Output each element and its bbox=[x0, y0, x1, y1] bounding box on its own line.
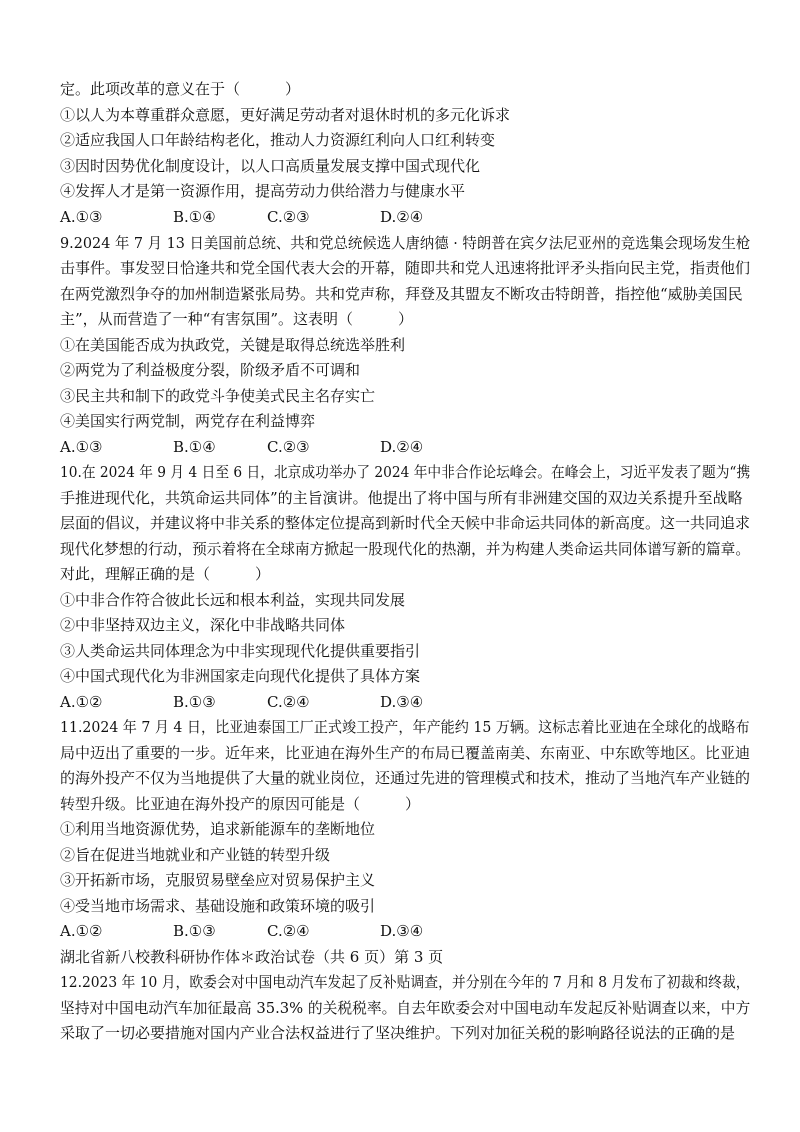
q10-option-c: C.②④ bbox=[267, 693, 310, 711]
q10-option-b: B.①③ bbox=[173, 693, 216, 711]
q8-item-1: ①以人为本尊重群众意愿，更好满足劳动者对退休时机的多元化诉求 bbox=[60, 106, 511, 124]
q9-stem-line-1: 9.2024 年 7 月 13 日美国前总统、共和党总统候选人唐纳德 · 特朗普在宾夕法尼亚州的竞选集会现场发生枪 bbox=[60, 234, 750, 252]
q11-option-c: C.②④ bbox=[267, 922, 310, 940]
q10-stem-line-4: 现代化梦想的行动，预示着将在全球南方掀起一股现代化的热潮，并为构建人类命运共同体谱写新的篇章。 bbox=[60, 540, 750, 558]
q12-stem-line-2: 坚持对中国电动汽车加征最高 35.3% 的关税税率。自去年欧委会对中国电动车发起反补贴调查以来，中方 bbox=[60, 999, 750, 1017]
q9-stem-line-3: 在两党激烈争夺的加州制造紧张局势。共和党声称，拜登及其盟友不断攻击特朗普，指控他“威胁美国民 bbox=[60, 285, 743, 303]
q8-item-2: ②适应我国人口年龄结构老化，推动人力资源红利向人口红利转变 bbox=[60, 131, 496, 149]
q9-option-b: B.①④ bbox=[173, 438, 216, 456]
q8-option-d: D.②④ bbox=[380, 208, 424, 226]
q11-item-3: ③开拓新市场，克服贸易壁垒应对贸易保护主义 bbox=[60, 871, 376, 889]
q8-stem-continued: 定。此项改革的意义在于（ ） bbox=[60, 80, 301, 98]
q9-item-4: ④美国实行两党制，两党存在利益博弈 bbox=[60, 412, 316, 430]
q9-item-3: ③民主共和制下的政党斗争使美式民主名存实亡 bbox=[60, 387, 376, 405]
q9-stem-line-4: 主”，从而营造了一种“有害氛围”。这表明（ ） bbox=[60, 310, 414, 328]
page-footer: 湖北省新八校教科研协作体＊政治试卷（共 6 页）第 3 页 bbox=[60, 948, 444, 966]
q10-option-a: A.①② bbox=[60, 693, 103, 711]
q11-stem-line-3: 的海外投产不仅为当地提供了大量的就业岗位，还通过先进的管理模式和技术，推动了当地汽车产业链的 bbox=[60, 769, 750, 787]
q12-stem-line-3: 采取了一切必要措施对国内产业合法权益进行了坚决维护。下列对加征关税的影响路径说法的正确的是 bbox=[60, 1024, 736, 1042]
q10-item-1: ①中非合作符合彼此长远和根本利益，实现共同发展 bbox=[60, 591, 406, 609]
q11-stem-line-1: 11.2024 年 7 月 4 日，比亚迪泰国工厂正式竣工投产，年产能约 15 万辆。这标志着比亚迪在全球化的战略布 bbox=[60, 718, 750, 736]
q10-stem-line-5: 对此，理解正确的是（ ） bbox=[60, 565, 271, 583]
q10-stem-line-3: 层面的倡议，并建议将中非关系的整体定位提高到新时代全天候中非命运共同体的新高度。这一共同追求 bbox=[60, 514, 750, 532]
q10-item-2: ②中非坚持双边主义，深化中非战略共同体 bbox=[60, 616, 346, 634]
q9-option-d: D.②④ bbox=[380, 438, 424, 456]
q11-option-a: A.①② bbox=[60, 922, 103, 940]
q12-stem-line-1: 12.2023 年 10 月，欧委会对中国电动汽车发起了反补贴调查，并分别在今年的 7 月和 8 月发布了初裁和终裁， bbox=[60, 973, 750, 991]
q9-item-1: ①在美国能否成为执政党，关键是取得总统选举胜利 bbox=[60, 336, 406, 354]
q8-option-a: A.①③ bbox=[60, 208, 103, 226]
q8-option-b: B.①④ bbox=[173, 208, 216, 226]
q10-item-3: ③人类命运共同体理念为中非实现现代化提供重要指引 bbox=[60, 642, 421, 660]
q10-stem-line-2: 手推进现代化，共筑命运共同体”的主旨演讲。他提出了将中国与所有非洲建交国的双边关系提升至战略 bbox=[60, 489, 743, 507]
q8-option-c: C.②③ bbox=[267, 208, 310, 226]
q11-stem-line-2: 局中迈出了重要的一步。近年来，比亚迪在海外生产的布局已覆盖南美、东南亚、中东欧等地区。比亚迪 bbox=[60, 744, 750, 762]
q11-option-d: D.③④ bbox=[380, 922, 424, 940]
q9-stem-line-2: 击事件。事发翌日恰逢共和党全国代表大会的开幕，随即共和党人迅速将批评矛头指向民主党，指责他们 bbox=[60, 259, 750, 277]
q11-item-2: ②旨在促进当地就业和产业链的转型升级 bbox=[60, 846, 331, 864]
q9-option-a: A.①③ bbox=[60, 438, 103, 456]
q11-item-4: ④受当地市场需求、基础设施和政策环境的吸引 bbox=[60, 897, 376, 915]
q8-item-4: ④发挥人才是第一资源作用，提高劳动力供给潜力与健康水平 bbox=[60, 182, 466, 200]
q10-option-d: D.③④ bbox=[380, 693, 424, 711]
q11-option-b: B.①③ bbox=[173, 922, 216, 940]
q11-stem-line-4: 转型升级。比亚迪在海外投产的原因可能是（ ） bbox=[60, 795, 421, 813]
q9-option-c: C.②③ bbox=[267, 438, 310, 456]
q11-item-1: ①利用当地资源优势，追求新能源车的垄断地位 bbox=[60, 820, 376, 838]
q8-item-3: ③因时因势优化制度设计，以人口高质量发展支撑中国式现代化 bbox=[60, 157, 481, 175]
q10-stem-line-1: 10.在 2024 年 9 月 4 日至 6 日，北京成功举办了 2024 年中非合作论坛峰会。在峰会上，习近平发表了题为“携 bbox=[60, 463, 750, 481]
q10-item-4: ④中国式现代化为非洲国家走向现代化提供了具体方案 bbox=[60, 667, 421, 685]
q9-item-2: ②两党为了利益极度分裂，阶级矛盾不可调和 bbox=[60, 361, 361, 379]
